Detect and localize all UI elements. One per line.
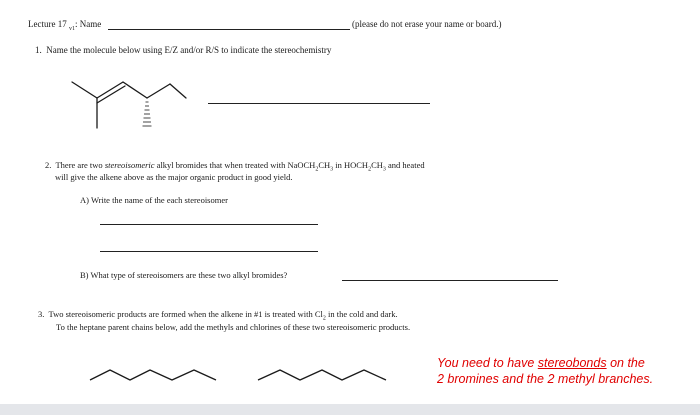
bond-chain-1 <box>123 82 147 98</box>
header-note: (please do not erase your name or board.) <box>352 19 502 29</box>
q2-part-a: A) Write the name of the each stereoisomer <box>80 195 228 205</box>
q1-prompt: Name the molecule below using E/Z and/or R/S to indicate the stereochemistry <box>46 45 332 55</box>
q2-emphasis: stereoisomeric <box>104 160 155 170</box>
q1-number: 1. <box>35 45 42 55</box>
version-label: v1 <box>68 25 75 32</box>
bottom-bar <box>0 404 700 415</box>
q3-line1: 3. Two stereoisomeric products are formed when the alkene in #1 is treated with $Cl_2$ in the cold and dark. <box>38 309 398 322</box>
name-label: Name <box>79 19 102 29</box>
annotation-emphasis: stereobonds <box>537 356 607 370</box>
hashed-wedge-bond <box>143 102 152 126</box>
bond-chain-2 <box>147 84 170 98</box>
header-lecture: Lecture 17 $_{v1}$: Name <box>28 19 102 32</box>
q2-number: 2. <box>45 160 52 170</box>
q1-answer-line <box>208 103 430 104</box>
bond-chain-3 <box>170 84 186 98</box>
annotation-line-2: 2 bromines and the 2 methyl branches. <box>437 372 654 386</box>
annotation-line-1: You need to have stereobonds on the <box>437 356 645 370</box>
heptane-chain-1 <box>90 370 216 380</box>
q2b-answer-line <box>342 280 558 281</box>
heptane-chain-2 <box>258 370 386 380</box>
q2-part-b: B) What type of stereoisomers are these two alkyl bromides? <box>80 270 288 280</box>
bond-ethyl-1 <box>72 82 97 98</box>
q2-line1: 2. There are two stereoisomeric alkyl bromides that when treated with $NaOCH_2CH_3$ in $HOCH_2CH_3$ and heated <box>45 160 425 173</box>
lecture-label: Lecture 17 <box>28 19 67 29</box>
q3-line2: To the heptane parent chains below, add the methyls and chlorines of these two stereoisomeric products. <box>56 322 411 332</box>
double-bond-b <box>97 86 125 103</box>
q2a-answer-line-1 <box>100 224 318 225</box>
q3-number: 3. <box>38 309 45 319</box>
instructor-annotation <box>437 355 653 387</box>
q2a-answer-line-2 <box>100 251 318 252</box>
q2-line2: will give the alkene above as the major organic product in good yield. <box>55 172 293 182</box>
